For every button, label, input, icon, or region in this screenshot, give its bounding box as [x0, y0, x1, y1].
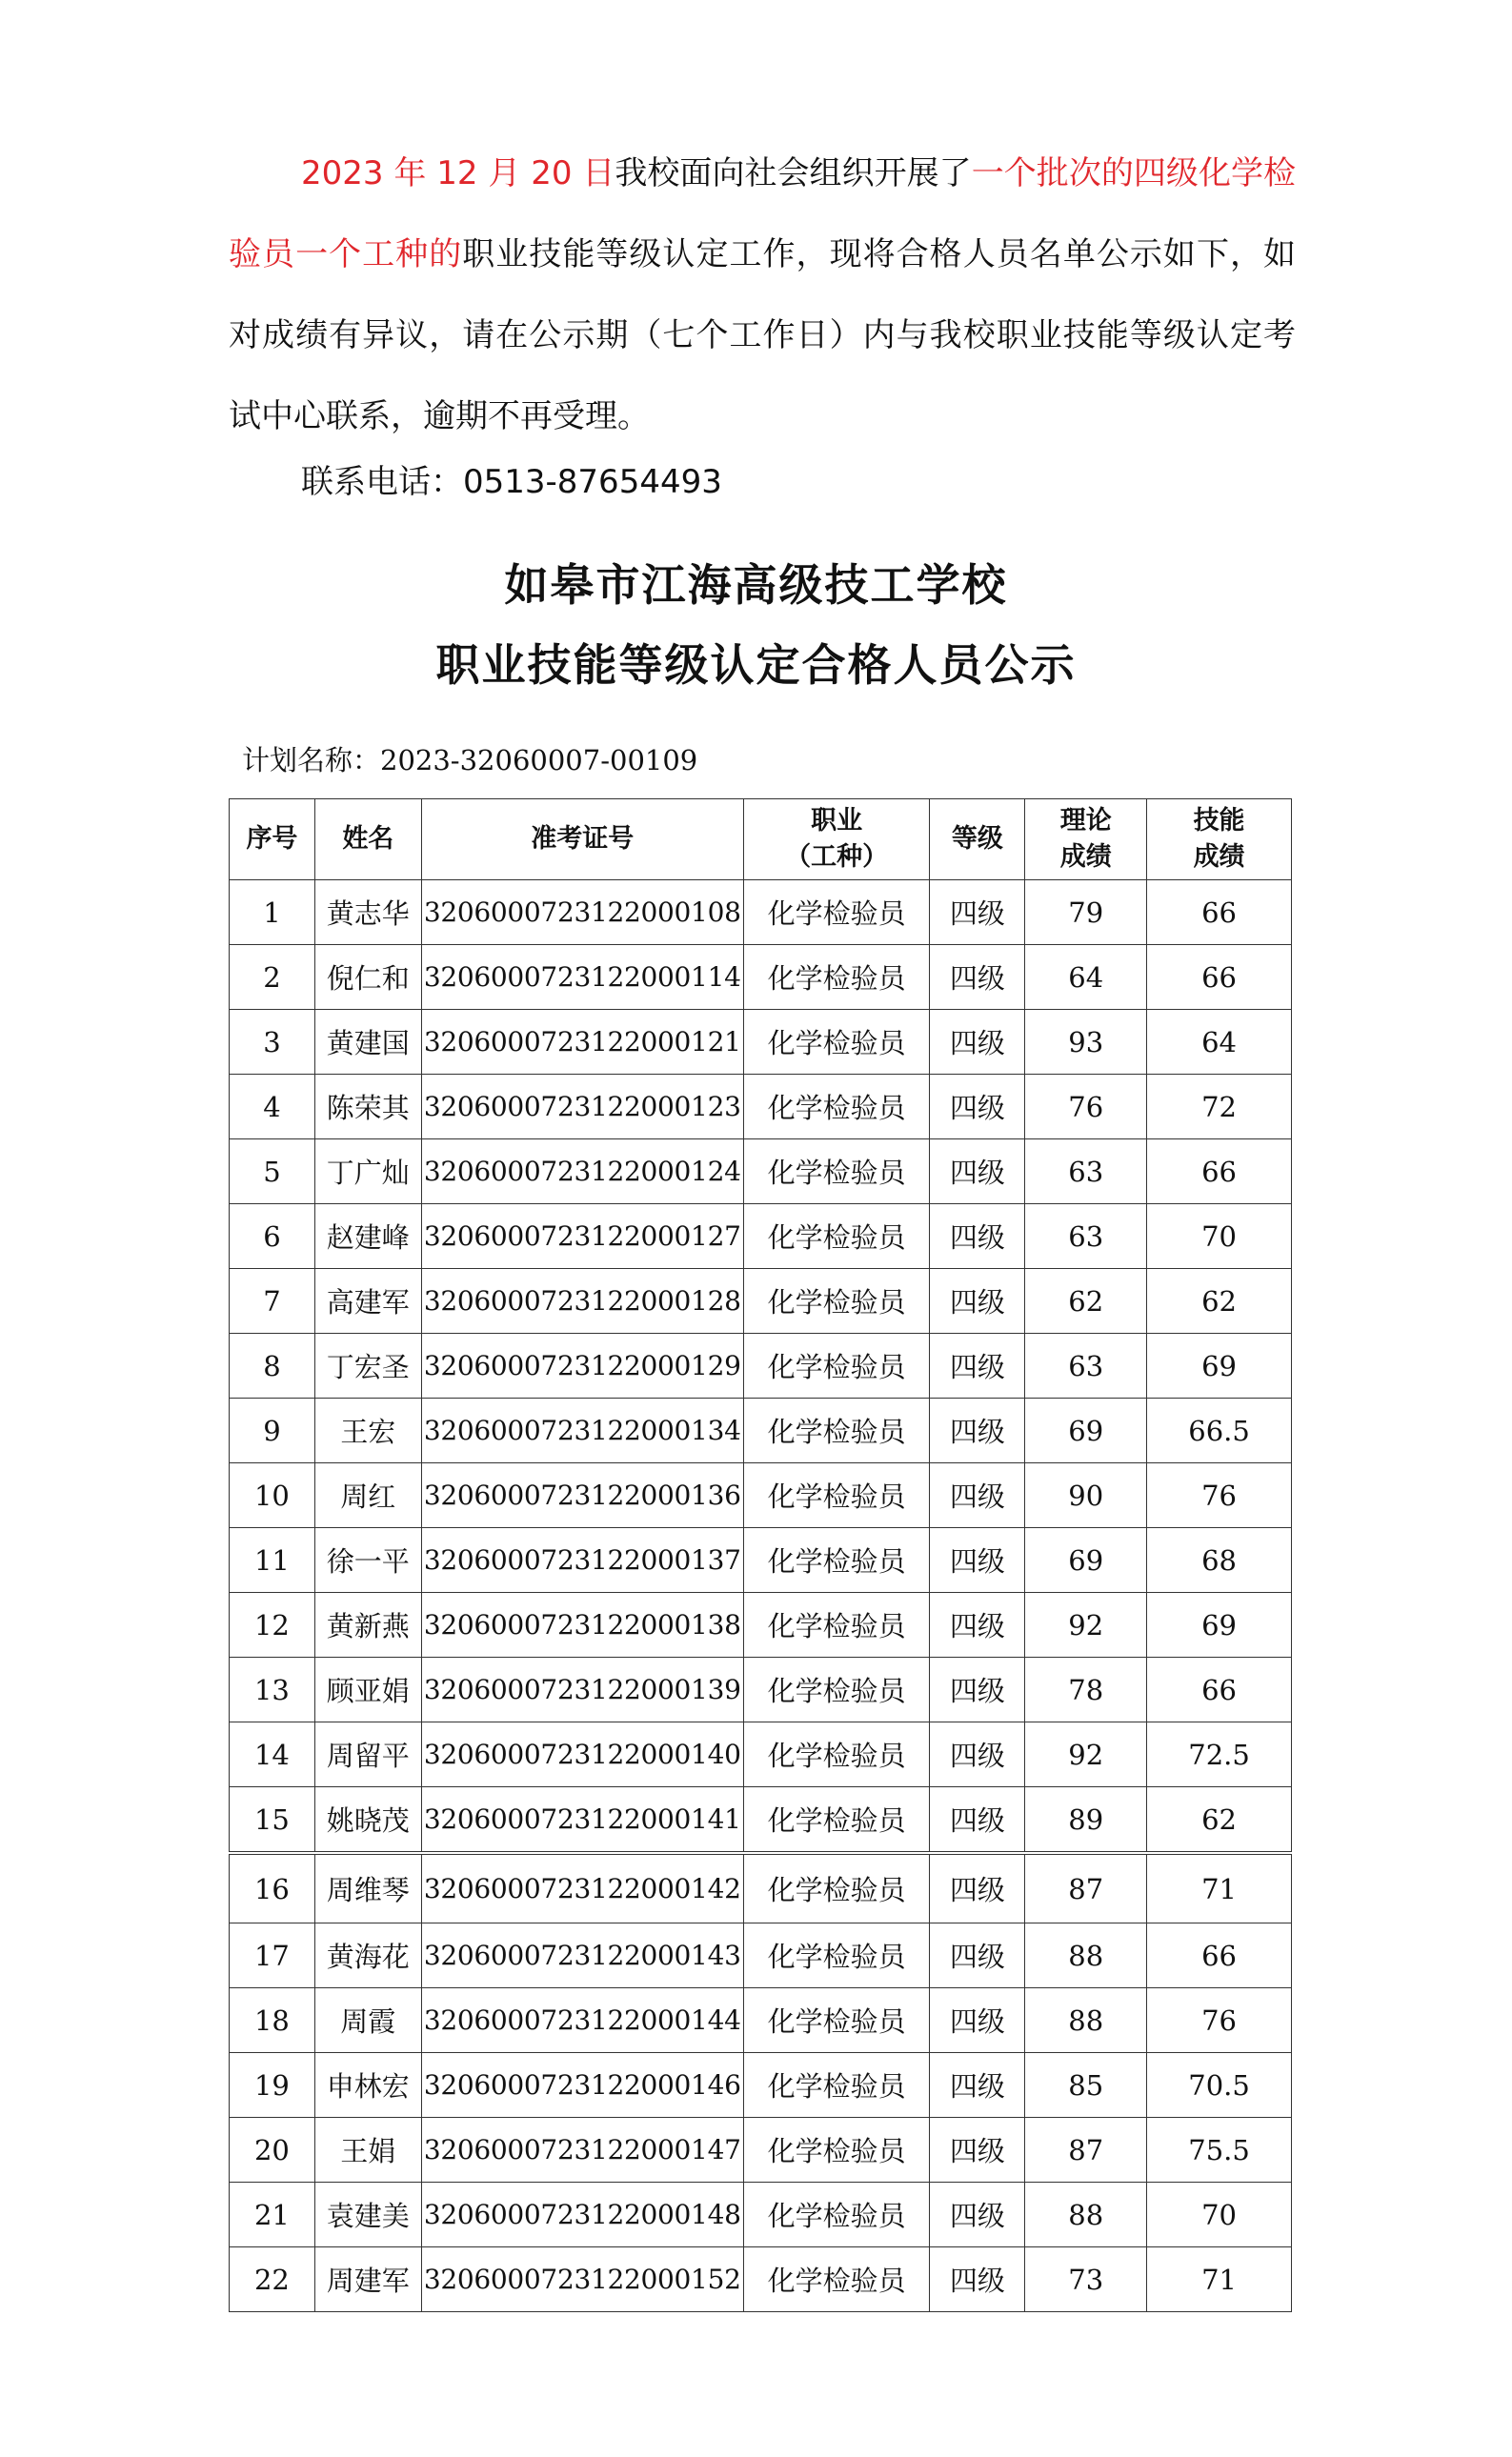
cell-seq: 22 — [230, 2247, 315, 2312]
cell-name: 陈荣其 — [314, 1075, 421, 1139]
cell-seq: 20 — [230, 2118, 315, 2183]
cell-name: 周霞 — [314, 1988, 421, 2053]
table-row — [230, 1334, 1292, 1399]
cell-level: 四级 — [930, 1988, 1025, 2053]
cell-exam-id: 3206000723122000136 — [421, 1463, 743, 1528]
cell-seq: 18 — [230, 1988, 315, 2053]
cell-skill-score: 69 — [1147, 1593, 1292, 1658]
cell-exam-id: 3206000723122000121 — [421, 1010, 743, 1075]
table-row — [230, 1853, 1292, 1923]
cell-theory-score: 76 — [1025, 1075, 1147, 1139]
cell-skill-score: 71 — [1147, 2247, 1292, 2312]
cell-seq: 17 — [230, 1923, 315, 1988]
intro-highlight: 一个批次的四级化学检验员一个工种的 — [229, 154, 1297, 273]
cell-occupation: 化学检验员 — [743, 1399, 930, 1463]
cell-exam-id: 3206000723122000147 — [421, 2118, 743, 2183]
table-row — [230, 1658, 1292, 1722]
cell-theory-score: 64 — [1025, 945, 1147, 1010]
header-name: 姓名 — [314, 799, 421, 880]
header-theory-line1: 理论 — [1059, 806, 1112, 836]
cell-occupation: 化学检验员 — [743, 1722, 930, 1787]
cell-name: 黄海花 — [314, 1923, 421, 1988]
cell-theory-score: 78 — [1025, 1658, 1147, 1722]
table-row — [230, 2053, 1292, 2118]
cell-seq: 9 — [230, 1399, 315, 1463]
cell-skill-score: 75.5 — [1147, 2118, 1292, 2183]
cell-occupation: 化学检验员 — [743, 1334, 930, 1399]
cell-seq: 7 — [230, 1269, 315, 1334]
cell-name: 黄新燕 — [314, 1593, 421, 1658]
cell-theory-score: 87 — [1025, 2118, 1147, 2183]
table-row — [230, 945, 1292, 1010]
cell-occupation: 化学检验员 — [743, 1463, 930, 1528]
cell-theory-score: 69 — [1025, 1399, 1147, 1463]
cell-theory-score: 88 — [1025, 1923, 1147, 1988]
cell-occupation: 化学检验员 — [743, 1923, 930, 1988]
cell-seq: 6 — [230, 1204, 315, 1269]
table-row — [230, 1593, 1292, 1658]
cell-seq: 10 — [230, 1463, 315, 1528]
cell-exam-id: 3206000723122000137 — [421, 1528, 743, 1593]
cell-level: 四级 — [930, 880, 1025, 945]
cell-name: 周红 — [314, 1463, 421, 1528]
cell-name: 丁广灿 — [314, 1139, 421, 1204]
table-row — [230, 1010, 1292, 1075]
cell-name: 黄志华 — [314, 880, 421, 945]
cell-seq: 5 — [230, 1139, 315, 1204]
cell-skill-score: 66 — [1147, 1139, 1292, 1204]
table-row — [230, 1923, 1292, 1988]
cell-skill-score: 68 — [1147, 1528, 1292, 1593]
cell-occupation: 化学检验员 — [743, 1787, 930, 1854]
table-row — [230, 1528, 1292, 1593]
cell-theory-score: 93 — [1025, 1010, 1147, 1075]
cell-skill-score: 72.5 — [1147, 1722, 1292, 1787]
cell-exam-id: 3206000723122000108 — [421, 880, 743, 945]
cell-level: 四级 — [930, 1463, 1025, 1528]
cell-name: 丁宏圣 — [314, 1334, 421, 1399]
cell-name: 黄建国 — [314, 1010, 421, 1075]
table-row — [230, 1269, 1292, 1334]
cell-theory-score: 73 — [1025, 2247, 1147, 2312]
cell-seq: 19 — [230, 2053, 315, 2118]
table-row — [230, 1399, 1292, 1463]
cell-exam-id: 3206000723122000127 — [421, 1204, 743, 1269]
cell-exam-id: 3206000723122000139 — [421, 1658, 743, 1722]
cell-theory-score: 63 — [1025, 1139, 1147, 1204]
header-theory — [1025, 799, 1147, 880]
cell-seq: 1 — [230, 880, 315, 945]
cell-seq: 16 — [230, 1853, 315, 1923]
header-level: 等级 — [930, 799, 1025, 880]
table-row — [230, 2118, 1292, 2183]
cell-level: 四级 — [930, 1658, 1025, 1722]
cell-level: 四级 — [930, 1399, 1025, 1463]
cell-exam-id: 3206000723122000124 — [421, 1139, 743, 1204]
cell-skill-score: 66 — [1147, 945, 1292, 1010]
cell-name: 周建军 — [314, 2247, 421, 2312]
cell-level: 四级 — [930, 1334, 1025, 1399]
cell-name: 袁建美 — [314, 2183, 421, 2247]
cell-occupation: 化学检验员 — [743, 1269, 930, 1334]
cell-exam-id: 3206000723122000143 — [421, 1923, 743, 1988]
header-seq: 序号 — [230, 799, 315, 880]
cell-name: 顾亚娟 — [314, 1658, 421, 1722]
cell-skill-score: 76 — [1147, 1988, 1292, 2053]
cell-name: 申林宏 — [314, 2053, 421, 2118]
table-row — [230, 2183, 1292, 2247]
table-row — [230, 1463, 1292, 1528]
cell-occupation: 化学检验员 — [743, 2053, 930, 2118]
cell-theory-score: 79 — [1025, 880, 1147, 945]
cell-level: 四级 — [930, 1010, 1025, 1075]
cell-name: 王娟 — [314, 2118, 421, 2183]
cell-theory-score: 62 — [1025, 1269, 1147, 1334]
cell-occupation: 化学检验员 — [743, 1139, 930, 1204]
cell-skill-score: 70 — [1147, 1204, 1292, 1269]
cell-occupation: 化学检验员 — [743, 945, 930, 1010]
cell-occupation: 化学检验员 — [743, 1658, 930, 1722]
cell-exam-id: 3206000723122000142 — [421, 1853, 743, 1923]
cell-occupation: 化学检验员 — [743, 2247, 930, 2312]
table-header-row — [230, 799, 1292, 880]
cell-name: 王宏 — [314, 1399, 421, 1463]
cell-occupation: 化学检验员 — [743, 1204, 930, 1269]
intro-date: 2023 年 12 月 20 日 — [301, 154, 615, 192]
cell-level: 四级 — [930, 2053, 1025, 2118]
header-job-line2: （工种） — [785, 842, 889, 872]
table-row — [230, 2247, 1292, 2312]
cell-theory-score: 92 — [1025, 1593, 1147, 1658]
cell-skill-score: 71 — [1147, 1853, 1292, 1923]
cell-seq: 4 — [230, 1075, 315, 1139]
cell-seq: 13 — [230, 1658, 315, 1722]
cell-skill-score: 66.5 — [1147, 1399, 1292, 1463]
cell-theory-score: 87 — [1025, 1853, 1147, 1923]
cell-occupation: 化学检验员 — [743, 1010, 930, 1075]
table-row — [230, 1139, 1292, 1204]
intro-text-2: 职业技能等级认定工作，现将合格人员名单公示如下，如对成绩有异议，请在公示期（七个工作日）内与我校职业技能等级认定考试中心联系，逾期不再受理。 — [229, 235, 1297, 435]
cell-skill-score: 64 — [1147, 1010, 1292, 1075]
table-row — [230, 1204, 1292, 1269]
table-row — [230, 1988, 1292, 2053]
cell-exam-id: 3206000723122000134 — [421, 1399, 743, 1463]
cell-theory-score: 89 — [1025, 1787, 1147, 1854]
header-job-line1: 职业 — [811, 806, 863, 836]
cell-level: 四级 — [930, 1853, 1025, 1923]
cell-skill-score: 62 — [1147, 1269, 1292, 1334]
cell-skill-score: 72 — [1147, 1075, 1292, 1139]
cell-occupation: 化学检验员 — [743, 2183, 930, 2247]
cell-level: 四级 — [930, 2247, 1025, 2312]
cell-seq: 15 — [230, 1787, 315, 1854]
cell-name: 周维琴 — [314, 1853, 421, 1923]
cell-occupation: 化学检验员 — [743, 880, 930, 945]
cell-theory-score: 88 — [1025, 1988, 1147, 2053]
cell-theory-score: 90 — [1025, 1463, 1147, 1528]
cell-skill-score: 70.5 — [1147, 2053, 1292, 2118]
table-row — [230, 1075, 1292, 1139]
cell-theory-score: 69 — [1025, 1528, 1147, 1593]
cell-seq: 2 — [230, 945, 315, 1010]
cell-skill-score: 69 — [1147, 1334, 1292, 1399]
contact-phone: 联系电话：0513-87654493 — [301, 463, 722, 501]
cell-seq: 21 — [230, 2183, 315, 2247]
cell-skill-score: 76 — [1147, 1463, 1292, 1528]
cell-exam-id: 3206000723122000141 — [421, 1787, 743, 1854]
header-theory-line2: 成绩 — [1059, 842, 1112, 872]
cell-exam-id: 3206000723122000114 — [421, 945, 743, 1010]
cell-level: 四级 — [930, 1075, 1025, 1139]
cell-occupation: 化学检验员 — [743, 1988, 930, 2053]
school-title: 如皋市江海高级技工学校 — [504, 559, 1008, 611]
cell-level: 四级 — [930, 1269, 1025, 1334]
cell-exam-id: 3206000723122000146 — [421, 2053, 743, 2118]
table-row — [230, 880, 1292, 945]
notice-title: 职业技能等级认定合格人员公示 — [435, 639, 1077, 691]
cell-theory-score: 92 — [1025, 1722, 1147, 1787]
header-skill — [1147, 799, 1292, 880]
cell-level: 四级 — [930, 1593, 1025, 1658]
table-row — [230, 1722, 1292, 1787]
cell-exam-id: 3206000723122000140 — [421, 1722, 743, 1787]
cell-exam-id: 3206000723122000144 — [421, 1988, 743, 2053]
cell-level: 四级 — [930, 1528, 1025, 1593]
cell-occupation: 化学检验员 — [743, 1853, 930, 1923]
cell-theory-score: 88 — [1025, 2183, 1147, 2247]
cell-skill-score: 62 — [1147, 1787, 1292, 1854]
table-row — [230, 1787, 1292, 1854]
header-skill-line2: 成绩 — [1193, 842, 1245, 872]
cell-skill-score: 70 — [1147, 2183, 1292, 2247]
header-job — [743, 799, 930, 880]
cell-level: 四级 — [930, 945, 1025, 1010]
cell-seq: 12 — [230, 1593, 315, 1658]
cell-seq: 8 — [230, 1334, 315, 1399]
cell-exam-id: 3206000723122000152 — [421, 2247, 743, 2312]
cell-skill-score: 66 — [1147, 1923, 1292, 1988]
cell-level: 四级 — [930, 2183, 1025, 2247]
cell-occupation: 化学检验员 — [743, 1593, 930, 1658]
cell-name: 姚晓茂 — [314, 1787, 421, 1854]
cell-level: 四级 — [930, 1787, 1025, 1854]
cell-seq: 3 — [230, 1010, 315, 1075]
intro-text-1: 我校面向社会组织开展了 — [615, 154, 972, 192]
cell-theory-score: 85 — [1025, 2053, 1147, 2118]
plan-name: 计划名称：2023-32060007-00109 — [242, 744, 698, 776]
intro-paragraph — [229, 133, 1296, 457]
cell-name: 徐一平 — [314, 1528, 421, 1593]
header-skill-line1: 技能 — [1193, 806, 1245, 836]
cell-exam-id: 3206000723122000128 — [421, 1269, 743, 1334]
cell-level: 四级 — [930, 1923, 1025, 1988]
cell-level: 四级 — [930, 1204, 1025, 1269]
cell-level: 四级 — [930, 1139, 1025, 1204]
header-id: 准考证号 — [421, 799, 743, 880]
cell-skill-score: 66 — [1147, 880, 1292, 945]
cell-seq: 11 — [230, 1528, 315, 1593]
cell-occupation: 化学检验员 — [743, 1528, 930, 1593]
cell-exam-id: 3206000723122000138 — [421, 1593, 743, 1658]
cell-exam-id: 3206000723122000148 — [421, 2183, 743, 2247]
cell-name: 赵建峰 — [314, 1204, 421, 1269]
cell-level: 四级 — [930, 2118, 1025, 2183]
cell-occupation: 化学检验员 — [743, 1075, 930, 1139]
results-table — [229, 798, 1292, 2312]
cell-theory-score: 63 — [1025, 1204, 1147, 1269]
cell-theory-score: 63 — [1025, 1334, 1147, 1399]
cell-exam-id: 3206000723122000123 — [421, 1075, 743, 1139]
cell-exam-id: 3206000723122000129 — [421, 1334, 743, 1399]
cell-level: 四级 — [930, 1722, 1025, 1787]
cell-seq: 14 — [230, 1722, 315, 1787]
cell-name: 倪仁和 — [314, 945, 421, 1010]
cell-skill-score: 66 — [1147, 1658, 1292, 1722]
cell-name: 高建军 — [314, 1269, 421, 1334]
cell-occupation: 化学检验员 — [743, 2118, 930, 2183]
cell-name: 周留平 — [314, 1722, 421, 1787]
